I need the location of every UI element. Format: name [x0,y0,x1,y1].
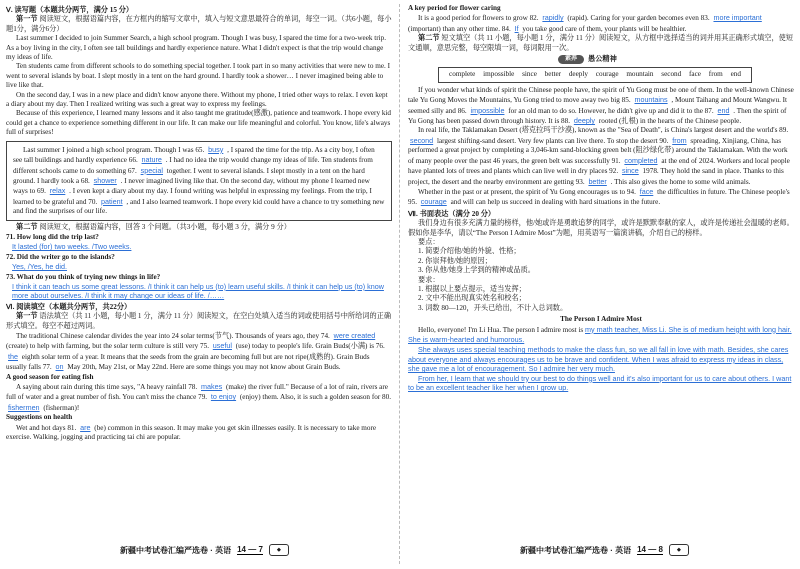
answer-93[interactable]: better [588,176,607,186]
grammar-text: (make) the river full." Because of a lot of rain, rivers are full of water and a great number of fish. You can't miss the chance 79. [6,383,388,402]
summary-text: Last summer I joined a high school program. Though I was 65. [23,145,205,154]
publisher-logo-icon: ◆ [269,544,289,556]
writing-instructions: 我们身边有很多充满力量的榜样，他/她或许是勇敢追梦的同学，或许是默默奉献的家人，或许是传递社会温暖的老师。假如你是李华，请以“The Person I Admire Most”为题，用英语写一篇演讲稿，介绍自己的榜样。 [408,219,794,237]
summary-text: , I spared the time for the trip. As a city boy, I often see tall buildings and hardly experience 66. [13,145,375,165]
requirement-item: 3. 词数 80—120，开头已给出，不计入总词数。 [418,303,568,312]
grammar-text: It is a good period for flowers to grow 82. [418,14,539,23]
section-5-title: Ⅴ. 读写题（本题共分两节，满分 15 分） [6,6,134,14]
essay-title: The Person I Admire Most [560,315,642,324]
grammar-text: A saying about rain during this time says, "A heavy rainfall 78. [16,383,198,392]
word-bank: complete impossible since better deeply courage mountain second face from end [438,67,752,82]
part2-title: 第二节 [16,222,38,231]
grammar-text: eighth solar term of a year. It means that the seeds from the grain are becoming full but are not ripe(成熟的). Grain Buds usually falls 77. [6,352,370,372]
answer-73[interactable]: I think it can teach us some great lessons. /I think it can help us (to) learn useful skills. /I think it can help us (to) know more about ourselves. /I think it may change our ideas of life. /…… [12,281,384,301]
close-text: . Then the spirit of Yu Gong has been passed down through history. It is 88. [408,106,787,126]
essay-answer[interactable]: my math teacher, Miss Li. She is of medium height with long hair. She is warm-hearted and humorous. [408,324,792,344]
question-72: 72. Did the writer go to the islands? [6,252,115,261]
close-text: In real life, the Taklamakan Desert (塔克拉玛干沙漠), known as the "Sea of Death", is China's largest desert and the world's 89. [418,126,789,135]
footer-label: 新疆中考试卷汇编严选卷 · 英语 [120,545,232,555]
grammar-text: (create) to help with farming, but the solar term culture is still very 75. [6,342,209,351]
answer-94[interactable]: face [639,186,654,196]
section-7-title: Ⅶ. 书面表达（满分 20 分） [408,209,496,218]
answer-83[interactable]: more important [713,13,762,23]
summary-text: together. I went to several islands. I slept mostly in a tent on the hard ground. I hardly took a 68. [13,166,365,185]
grammar-text: you take good care of them, your plants will be healthier. [522,24,687,33]
publisher-logo-icon: ◆ [669,544,689,556]
heading-flowers: A key period for flower caring [408,4,501,12]
heading-fish: A good season for eating fish [6,372,94,381]
answer-72[interactable]: Yes, /Yes, he did. [12,262,68,272]
column-divider [399,4,400,564]
close-text: . This also gives the home to some wild animals. [610,177,751,186]
answer-74[interactable]: were created [333,331,376,340]
answer-77[interactable]: on [55,362,64,372]
right-footer [520,544,689,556]
points-title: 要点： [418,237,440,246]
answer-89[interactable]: second [410,135,434,145]
requirement-item: 2. 文中不能出现真实姓名和校名； [418,294,526,303]
point-item: 2. 你崇拜他/她的原因； [418,256,492,265]
part2-instructions: 阅读短文，根据语篇内容，回答 3 个问题。（共3小题，每小题 3 分，满分 9 分） [39,222,291,231]
part1-title: 第一节 [16,15,38,24]
answer-81[interactable]: are [80,422,91,432]
left-page [6,4,392,442]
answer-66[interactable]: nature [141,155,162,165]
close-text: 1978. They hold the sand in place. Thanks to this project, the desert and the nearby environment are getting 93. [408,167,784,186]
answer-65[interactable]: busy [208,144,224,154]
point-item: 3. 你从他/她身上学到的精神或品质。 [418,266,535,275]
theme-badge [558,55,617,64]
point-item: 1. 简要介绍他/她的外貌、性格； [418,247,521,256]
theme-badge-label: 愚公精神 [588,55,617,64]
answer-91[interactable]: completed [624,155,658,165]
answer-82[interactable]: rapidly [542,13,564,23]
essay-answer[interactable]: She always uses special teaching methods to make the class fun, so we all fall in love with math. Besides, she cares about everyone and always encourages us to be brave and confident. When I was afraid to express my ideas in class, she gave me a lot of encouragement. So I admire her very much. [408,345,789,374]
summary-text: . I had no idea the trip would change my ideas of life. Ten students from different schools came to do something 67. [13,156,373,175]
close-text: the difficulties in future. The Chinese people's 95. [408,187,790,207]
close-text: spreading, Xinjiang, China, has performed a great project by completing a 3,046-km sand-blocking green belt (阻沙绿化带) around the Taklamakan. With the work of many people over the past 46 years, the green belt was successfully 91. [408,136,788,165]
close-text: and will can help us succeed in dealing with hard situations in the future. [450,198,661,207]
question-71: 71. How long did the trip last? [6,232,99,241]
answer-70[interactable]: patient [101,196,123,206]
close-text: for an old man to do so. However, he didn't give up and did it to the 87. [508,106,714,115]
part2b-title: 第二节 [418,34,440,43]
answer-68[interactable]: shower [93,175,117,185]
passage-paragraph: Last summer I decided to join Summer Search, a high school program. Though I was busy, I spared the time for a two-week trip. As a boy living in the city, I often see tall buildings and hardly experience nature. What I didn't expect is that the trip would change my ideas of life. [6,34,387,62]
grammar-text: (rapid). Caring for your garden becomes even 83. [567,14,710,23]
part1b-instructions: 语法填空（共 11 小题，每小题 1 分，满分 11 分）阅读短文，在空白处填入适当的词或使用括号中所给词的正确形式填空。每空不超过两词。 [6,312,392,330]
answer-76[interactable]: the [8,351,18,361]
answer-79[interactable]: to enjoy [210,392,237,402]
essay-opening: Hello, everyone! I'm Li Hua. The person I admire most is [418,325,584,334]
summary-box [6,141,392,221]
grammar-text: The traditional Chinese calendar divides the year into 24 solar terms(节气). Thousands of years ago, they 74. [16,332,330,340]
answer-88[interactable]: deeply [573,116,596,126]
part1b-title: 第一节 [16,312,38,321]
close-text: at the end of 2024. Workers and local people have planted lots of trees and plants which can live well in dry places 92. [408,156,790,176]
passage-paragraph: On the second day, I was in a new place and didn't know anyone there. Without my phone, I tried other ways to relax. I even kept a diary about my day. Then I realized writing was such a great way to express my feelings. [6,90,388,109]
answer-78[interactable]: makes [201,382,223,392]
grammar-text: (important) than any other time. 84. [408,24,511,33]
grammar-text: (be) common in this season. It may make you get skin illnesses easily. It is necessary to take more exercise. Walking, jogging and practicing tai chi are popular. [6,423,377,442]
right-page [408,4,794,392]
answer-84[interactable]: If [514,23,519,33]
close-text: rooted (扎根) in the hearts of the Chinese people. [598,117,742,126]
answer-71[interactable]: It lasted (for) two weeks. /Two weeks. [12,242,132,252]
summary-text: , and I also learned teamwork. I hope every kid could have a chance to try something new and find the surprises of our life. [13,197,385,216]
heading-health: Suggestions on health [6,413,73,422]
part2b-instructions: 短文填空（共 11 小题，每小题 1 分，满分 11 分）阅读短文，从方框中选择适当的词并用其正确形式填空，使短文通顺，意思完整，每空限填一词，每词限用一次。 [408,34,794,52]
answer-86[interactable]: impossible [470,105,505,115]
literacy-badge-icon: 素养 [558,55,584,64]
close-text: If you wonder what kinds of spirit the Chinese people have, the spirit of Yu Gong must be one of them. In the well-known Chinese tale Yu Gong Moves the Mountains, Yu Gong tried to move away two big 85. [408,85,794,105]
summary-text: . I even kept a diary about my day. I found writing was helpful in expressing my feelings. From the trip, I learned to be grateful and 70. [13,187,372,206]
answer-69[interactable]: relax [49,186,66,196]
essay-answer[interactable]: From her, I learn that we should try our best to do things well and it's also important for us to care about others. I want to be an excellent teacher like her when I grow up. [408,373,792,393]
answer-95[interactable]: courage [420,197,447,207]
part1-instructions: 阅读短文，根据语篇内容，在方框内的缩写文章中，填入与短文意思最符合的单词，每空一词。（共6小题，每小题1分，满分6分） [6,15,392,33]
requirement-item: 1. 根据以上要点提示，适当发挥； [418,284,526,293]
question-73: 73. What do you think of trying new things in life? [6,272,161,281]
grammar-text: (fisherman)! [43,403,80,412]
grammar-text: (enjoy) them. Also, it is such a golden season for 80. [239,393,391,402]
requirements-title: 要求： [418,275,440,284]
answer-90[interactable]: from [672,135,687,145]
answer-92[interactable]: since [621,166,639,176]
grammar-text: May 20th, May 21st, or May 22nd. Here are some things you may not know about Grain Buds. [67,363,341,372]
answer-87[interactable]: end [717,105,730,115]
answer-75[interactable]: useful [212,341,232,351]
answer-80[interactable]: fishermen [8,402,40,412]
close-text: , Mount Taihang and Mount Wangwu. It seemed silly and 86. [408,96,788,115]
footer-label: 新疆中考试卷汇编严选卷 · 英语 [520,545,632,555]
page-number: 14 — 7 [237,545,263,554]
close-text: Whether in the past or at present, the spirit of Yu Gong encourages us to 94. [418,187,636,196]
grammar-text: (use) today to people's life. Grain Buds(小满) is 76. [235,342,385,351]
summary-text: . I never imagined living like that. On the second day, without my phone I learned new ways to 69. [13,176,370,196]
close-text: largest shifting-sand desert. Very few plants can live there. To stop the desert 90. [436,136,669,145]
grammar-text: Wet and hot days 81. [16,423,77,432]
passage-paragraph: Because of this experience, I learned many lessons and it also taught me gratitude(感激), patience and teamwork. I hope every kid could get a chance to experience something different in our life. It can make our life meaningful and colorful. You know, life's always full of surprises! [6,109,392,137]
answer-67[interactable]: special [140,165,163,175]
page-number: 14 — 8 [637,545,663,554]
section-6-title: Ⅵ. 阅读填空（本题共分两节，共22分） [6,302,132,311]
left-footer [120,544,289,556]
passage-paragraph: Ten students came from different schools to do something special together. I took part in so many activities that were new to me. I went to several islands by boat. I slept mostly in a tent on the hard ground. I hardly took a shower… I never imagined being able to live like that. [6,62,391,90]
answer-85[interactable]: mountains [634,95,668,105]
